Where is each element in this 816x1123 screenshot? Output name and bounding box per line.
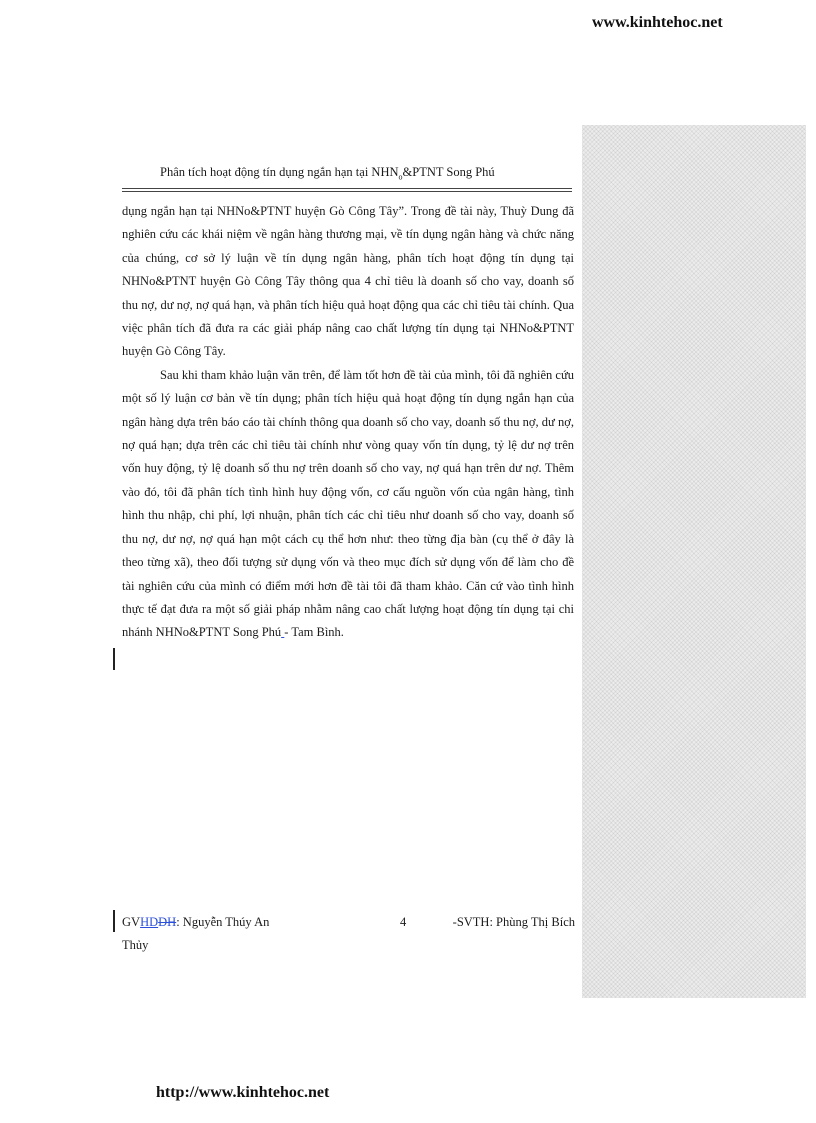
document-body — [122, 200, 574, 645]
advisor-deleted-text: DH — [158, 915, 177, 929]
comment-margin-panel — [582, 125, 806, 998]
paragraph-2 — [122, 364, 574, 645]
advisor-name: : Nguyễn Thúy An — [176, 915, 270, 929]
advisor-prefix: GV — [122, 915, 141, 929]
change-bar-footer — [113, 910, 115, 932]
watermark-top-url: www.kinhtehoc.net — [592, 14, 723, 31]
header-title-pre: Phân tích hoạt động tín dụng ngắn hạn tại NHN — [160, 165, 399, 179]
header-title-sub: o — [398, 172, 403, 182]
advisor-inserted-text: HD — [140, 915, 159, 929]
page-header — [160, 165, 495, 182]
footer-advisor — [122, 911, 269, 934]
student-name-line2: Thủy — [122, 938, 149, 952]
footer-student — [453, 911, 575, 934]
header-title-post: &PTNT Song Phú — [402, 165, 495, 179]
student-name: SVTH: Phùng Thị Bích — [456, 915, 575, 929]
change-bar-body — [113, 648, 115, 670]
header-double-rule — [122, 188, 572, 192]
page-footer — [122, 911, 575, 957]
paragraph-2-main: Sau khi tham khảo luận văn trên, để làm tốt hơn đề tài của mình, tôi đã nghiên cứu một số lý luận cơ bản về tín dụng; phân tích hiệu quả hoạt động tín dụng ngắn hạn của ngân hàng dựa trên báo cáo tài chính thông qua doanh số cho vay, doanh số thu nợ, dư nợ, nợ quá hạn; dựa trên các chỉ tiêu tài chính như vòng quay vốn tín dụng, tỷ lệ dư nợ trên vốn huy động, tỷ lệ doanh số thu nợ trên doanh số cho vay, nợ quá hạn trên dư nợ. Thêm vào đó, tôi đã phân tích tình hình huy động vốn, cơ cấu nguồn vốn của ngân hàng, tình hình thu nhập, chi phí, lợi nhuận, phân tích các chỉ tiêu như doanh số cho vay, doanh số thu nợ, dư nợ, nợ quá hạn một cách cụ thể hơn như: theo từng địa bàn (cụ thể ở đây là theo từng xã), theo đối tượng sử dụng vốn và theo mục đích sử dụng vốn để làm cho đề tài nghiên cứu của mình có điểm mới hơn đề tài tôi đã tham khảo. Căn cứ vào tình hình thực tế đạt đưa ra một số giải pháp nhằm nâng cao chất lượng hoạt động tín dụng tại chi nhánh NHNo&PTNT Song Phú — [122, 367, 574, 640]
watermark-bottom-url: http://www.kinhtehoc.net — [156, 1084, 330, 1101]
page-number: 4 — [400, 915, 407, 929]
paragraph-1: dụng ngắn hạn tại NHNo&PTNT huyện Gò Công Tây”. Trong đề tài này, Thuỳ Dung đã nghiên cứu các khái niệm về ngân hàng thương mại, về tín dụng ngân hàng và chức năng của chúng, cơ sở lý luận về tín dụng ngân hàng, phân tích hoạt động tín dụng tại NHNo&PTNT huyện Gò Công Tây thông qua 4 chỉ tiêu là doanh số cho vay, doanh số thu nợ, dư nợ, nợ quá hạn, và phân tích hiệu quả hoạt động qua các chỉ tiêu tài chính. Qua việc phân tích đã đưa ra các giải pháp nâng cao chất lượng tín dụng tại NHNo&PTNT huyện Gò Công Tây. — [122, 204, 574, 359]
paragraph-2-end: - Tam Bình. — [284, 625, 344, 640]
student-mark: - — [452, 915, 457, 929]
